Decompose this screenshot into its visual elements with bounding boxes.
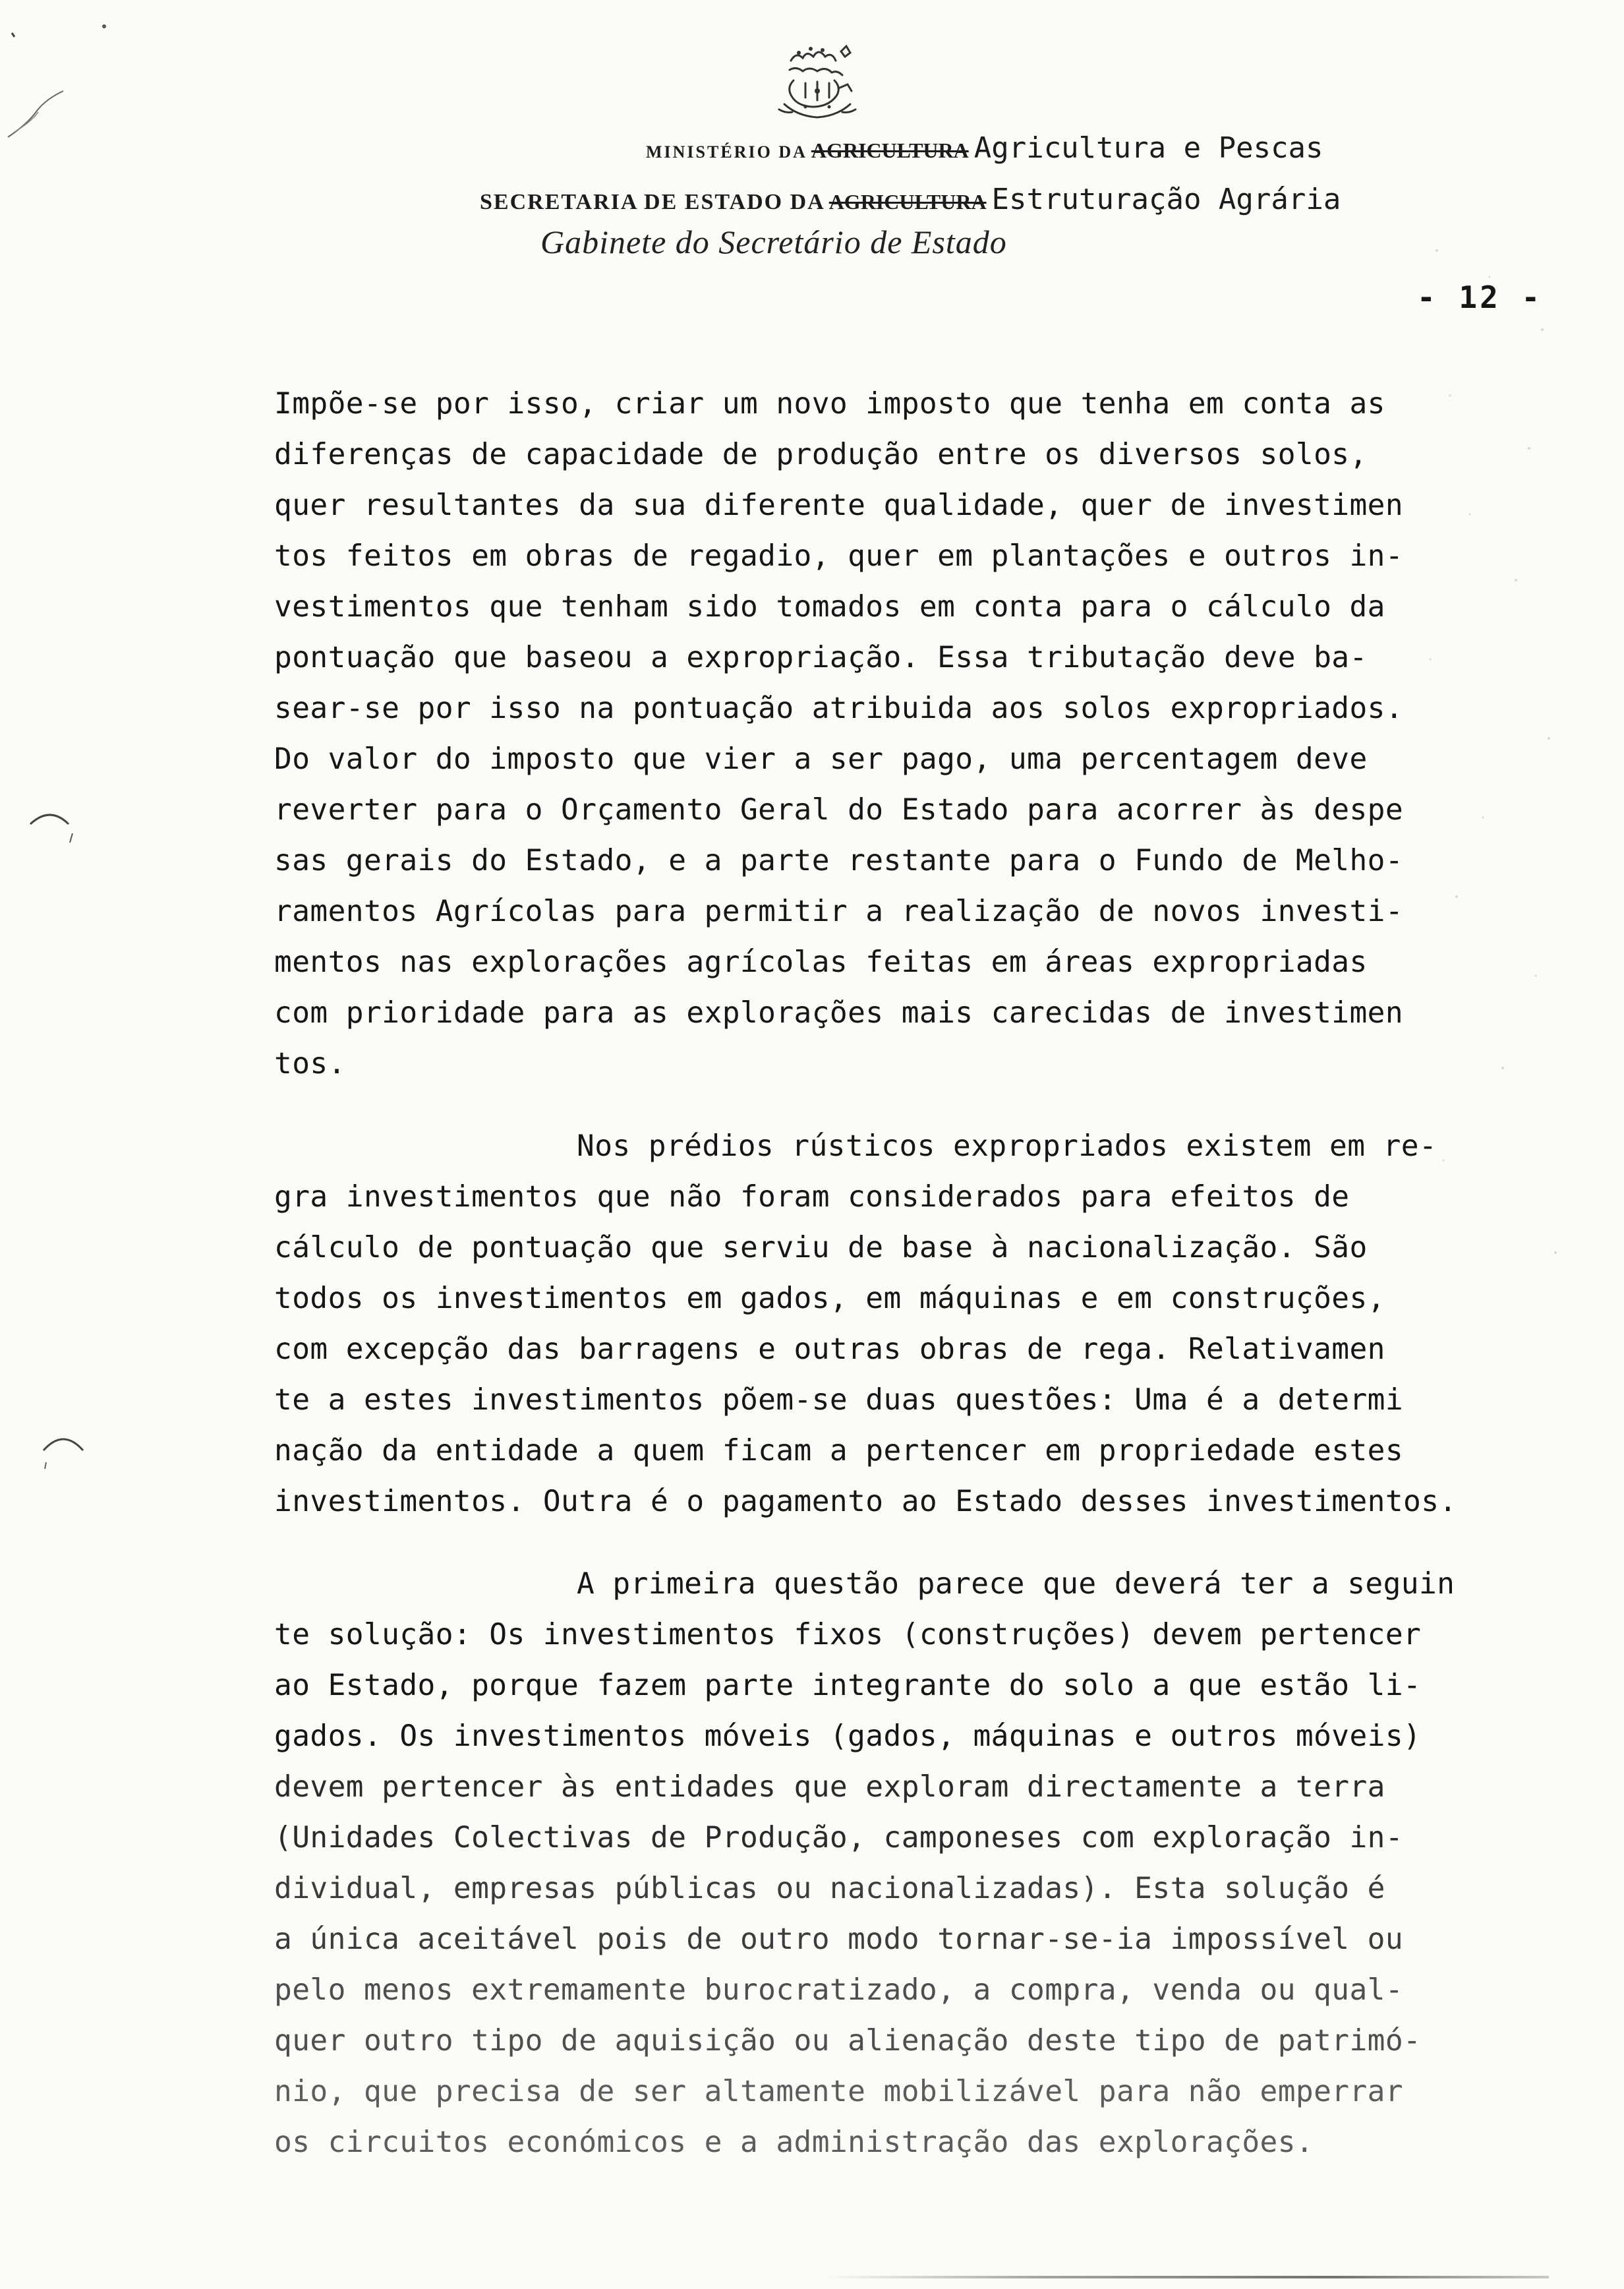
margin-scratch-mark <box>7 26 66 138</box>
coat-of-arms-emblem <box>765 41 870 127</box>
text-line: tos feitos em obras de regadio, quer em plantações e outros in- <box>274 539 1404 573</box>
text-line: devem pertencer às entidades que exploram directamente a terra <box>274 1770 1385 1804</box>
text-line: Nos prédios rústicos expropriados existem em re- <box>577 1129 1437 1163</box>
letterhead-ministry <box>646 129 1323 165</box>
page-number: - 12 - <box>1417 280 1543 315</box>
text-line: com excepção das barragens e outras obras de rega. Relativamen <box>274 1332 1385 1366</box>
text-line: Impõe-se por isso, criar um novo imposto que tenha em conta as <box>274 387 1385 421</box>
text-line: a única aceitável pois de outro modo tornar-se-ia impossível ou <box>274 1922 1404 1956</box>
paragraph-gap <box>274 1089 1586 1121</box>
text-line: tos. <box>274 1047 346 1081</box>
text-line: nação da entidade a quem ficam a pertencer em propriedade estes <box>274 1434 1404 1468</box>
ministry-struck-word: AGRICULTURA <box>811 138 969 162</box>
text-line: vestimentos que tenham sido tomados em conta para o cálculo da <box>274 590 1385 624</box>
document-body <box>274 378 1586 2168</box>
text-line: ramentos Agrícolas para permitir a realização de novos investi- <box>274 895 1404 928</box>
text-line: dividual, empresas públicas ou nacionalizadas). Esta solução é <box>274 1872 1385 1905</box>
text-line: gados. Os investimentos móveis (gados, máquinas e outros móveis) <box>274 1719 1422 1753</box>
text-line: os circuitos económicos e a administração das explorações. <box>274 2126 1314 2159</box>
text-line: investimentos. Outra é o pagamento ao Estado desses investimentos. <box>274 1485 1457 1518</box>
scan-bottom-edge-line <box>824 2276 1549 2278</box>
text-line: te solução: Os investimentos fixos (construções) devem pertencer <box>274 1618 1422 1651</box>
text-line: pontuação que baseou a expropriação. Essa tributação deve ba- <box>274 641 1368 674</box>
paragraph-2 <box>274 1121 1586 1527</box>
text-line: A primeira questão parece que deverá ter a seguin <box>577 1567 1455 1601</box>
text-line: todos os investimentos em gados, em máquinas e em construções, <box>274 1282 1385 1315</box>
text-line: com prioridade para as explorações mais carecidas de investimen <box>274 996 1404 1030</box>
text-line: Do valor do imposto que vier a ser pago, uma percentagem deve <box>274 742 1368 776</box>
text-line: (Unidades Colectivas de Produção, camponeses com exploração in- <box>274 1821 1404 1855</box>
text-line: sear-se por isso na pontuação atribuida aos solos expropriados. <box>274 692 1404 725</box>
ministry-typed-name: Agricultura e Pescas <box>973 131 1323 165</box>
ministry-prefix: MINISTÉRIO DA <box>646 142 807 162</box>
paragraph-gap <box>274 1527 1586 1559</box>
text-line: ao Estado, porque fazem parte integrante do solo a que estão li- <box>274 1669 1422 1702</box>
punch-hole-arc-top <box>26 804 86 864</box>
paragraph-1 <box>274 378 1586 1089</box>
paper-speckle-texture <box>1410 237 1569 1292</box>
margin-dot-mark <box>99 20 112 33</box>
text-line: pelo menos extremamente burocratizado, a compra, venda ou qual- <box>274 1973 1404 2007</box>
text-line: gra investimentos que não foram considerados para efeitos de <box>274 1180 1350 1214</box>
text-line: nio, que precisa de ser altamente mobilizável para não emperrar <box>274 2075 1404 2108</box>
text-line: quer outro tipo de aquisição ou alienação deste tipo de patrimó- <box>274 2024 1422 2058</box>
letterhead-cabinet-script: Gabinete do Secretário de Estado <box>540 223 1007 260</box>
secretariat-prefix: SECRETARIA DE ESTADO DA <box>480 190 825 214</box>
letterhead-secretariat <box>480 181 1341 216</box>
text-line: cálculo de pontuação que serviu de base à nacionalização. São <box>274 1231 1368 1264</box>
secretariat-struck-word: AGRICULTURA <box>828 190 987 214</box>
text-line: sas gerais do Estado, e a parte restante para o Fundo de Melho- <box>274 844 1404 877</box>
text-line: diferenças de capacidade de produção entre os diversos solos, <box>274 438 1368 471</box>
punch-hole-arc-bottom <box>40 1424 99 1483</box>
text-line: reverter para o Orçamento Geral do Estado para acorrer às despe <box>274 793 1404 827</box>
text-line: te a estes investimentos põem-se duas questões: Uma é a determi <box>274 1383 1404 1417</box>
text-line: quer resultantes da sua diferente qualidade, quer de investimen <box>274 489 1404 522</box>
text-line: mentos nas explorações agrícolas feitas em áreas expropriadas <box>274 945 1368 979</box>
paragraph-3 <box>274 1559 1586 2168</box>
secretariat-typed-name: Estruturação Agrária <box>991 183 1341 216</box>
